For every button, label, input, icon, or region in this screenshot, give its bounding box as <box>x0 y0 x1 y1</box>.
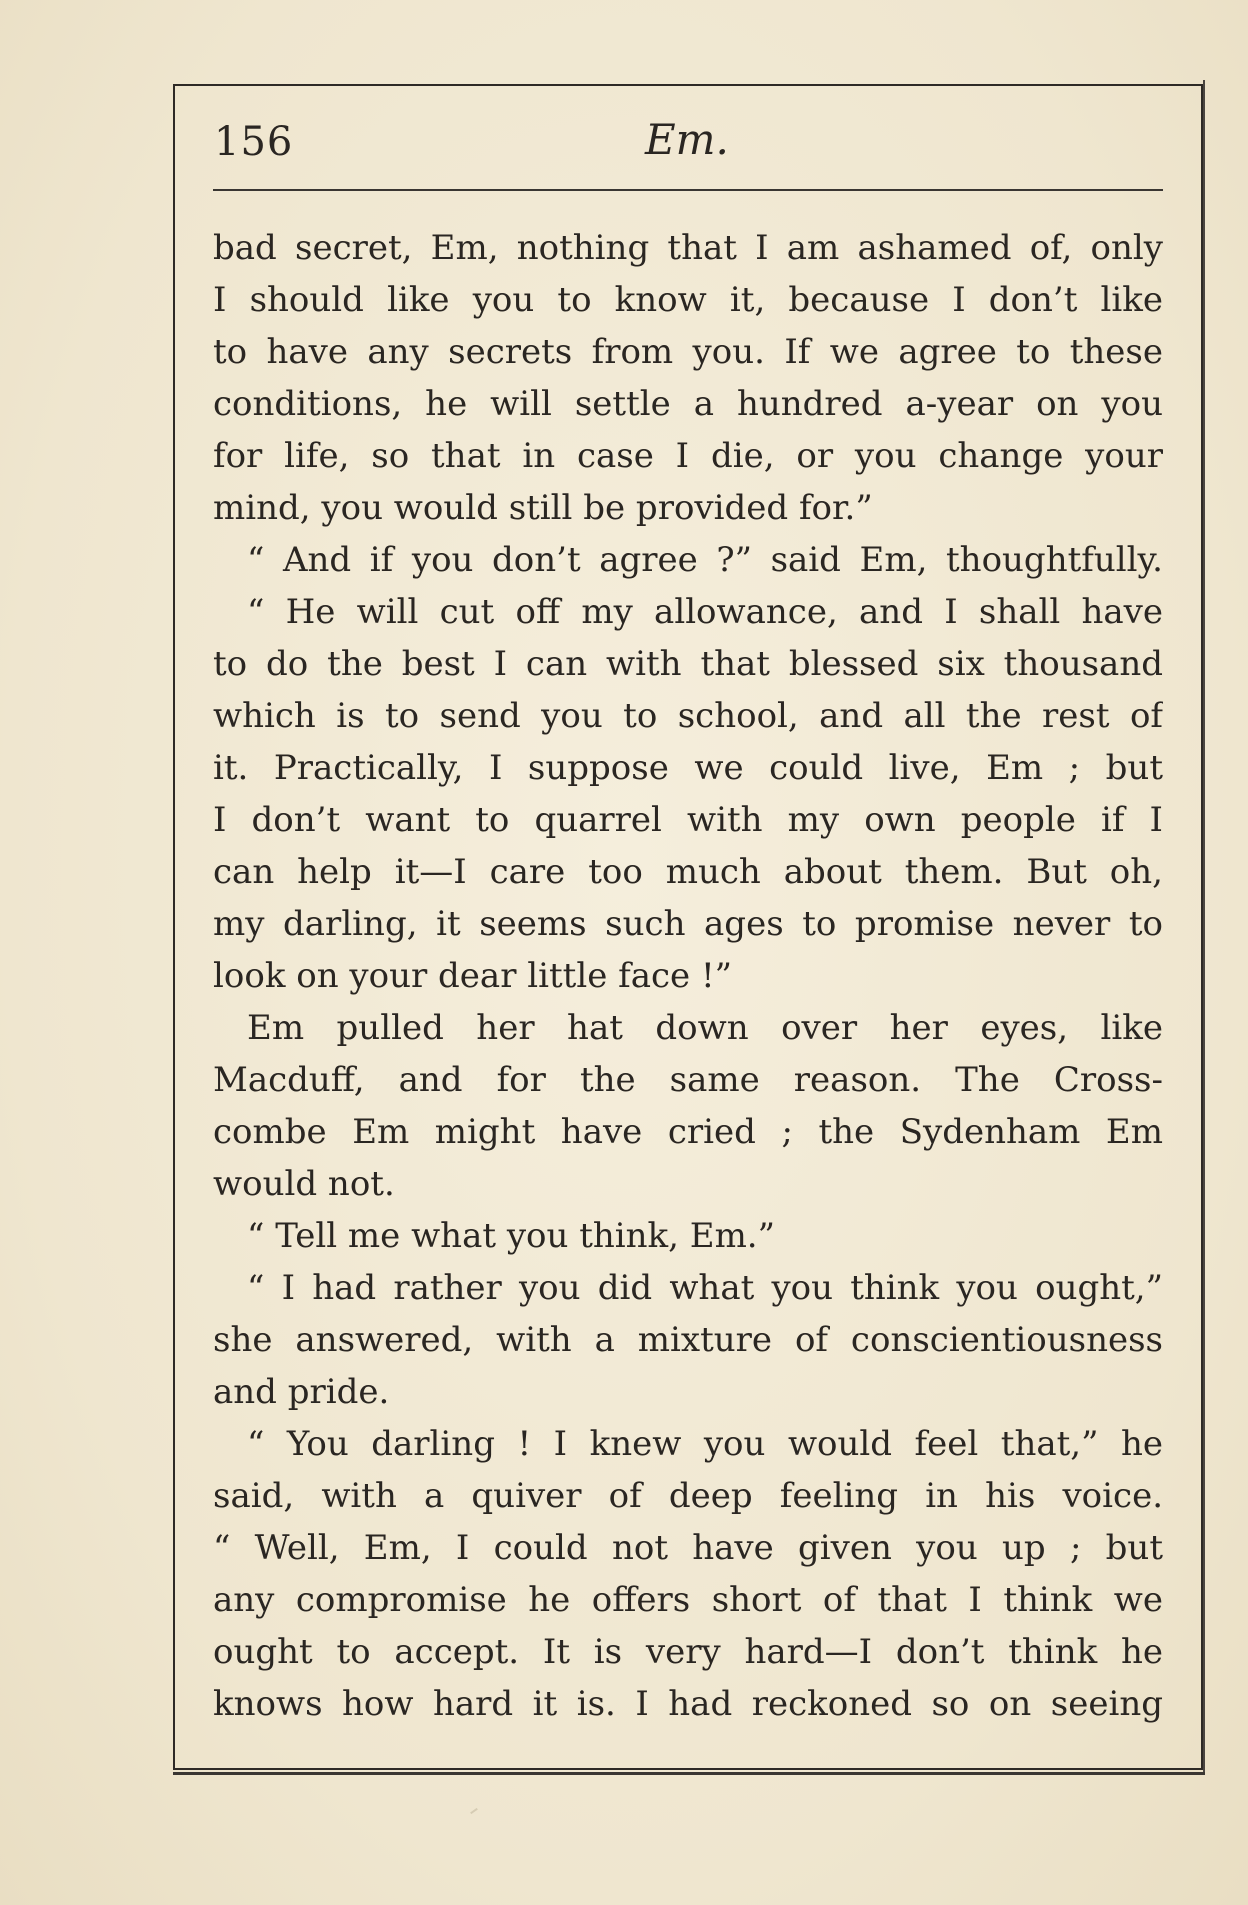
text-line: I should like you to know it, because I don’t like <box>213 280 1163 320</box>
text-line: Macduff, and for the same reason. The Cross- <box>213 1060 1163 1100</box>
text-line: can help it—I care too much about them. But oh, <box>213 852 1163 892</box>
text-line: “ You darling ! I knew you would feel that,” he <box>247 1424 1163 1464</box>
text-line: conditions, he will settle a hundred a-year on you <box>213 384 1163 424</box>
text-line: would not. <box>213 1164 395 1204</box>
text-line: mind, you would still be provided for.” <box>213 488 873 528</box>
page-border-bottom-edge <box>173 1772 1205 1775</box>
header-rule <box>213 189 1163 191</box>
text-line: “ Well, Em, I could not have given you up ; but <box>213 1528 1163 1568</box>
text-line: any compromise he offers short of that I think we <box>213 1580 1163 1620</box>
text-line: combe Em might have cried ; the Sydenham Em <box>213 1112 1163 1152</box>
text-line: “ Tell me what you think, Em.” <box>247 1216 775 1256</box>
text-line: for life, so that in case I die, or you change your <box>213 436 1163 476</box>
running-head: Em. <box>645 115 729 164</box>
paper-speck <box>470 1808 478 1814</box>
text-line: Em pulled her hat down over her eyes, like <box>247 1008 1163 1048</box>
text-line: she answered, with a mixture of conscientiousness <box>213 1320 1163 1360</box>
text-line: bad secret, Em, nothing that I am ashamed of, only <box>213 228 1163 268</box>
text-line: it. Practically, I suppose we could live, Em ; but <box>213 748 1163 788</box>
body-text <box>213 222 1163 1730</box>
text-line: said, with a quiver of deep feeling in his voice. <box>213 1476 1163 1516</box>
page-border-right-edge <box>1203 80 1205 1774</box>
text-line: my darling, it seems such ages to promise never to <box>213 904 1163 944</box>
text-line: knows how hard it is. I had reckoned so on seeing <box>213 1684 1163 1724</box>
text-line: ought to accept. It is very hard—I don’t think he <box>213 1632 1163 1672</box>
text-line: and pride. <box>213 1372 390 1412</box>
text-line: “ I had rather you did what you think you ought,” <box>247 1268 1163 1308</box>
text-line: “ And if you don’t agree ?” said Em, thoughtfully. <box>247 540 1163 580</box>
text-line: look on your dear little face !” <box>213 956 732 996</box>
text-line: which is to send you to school, and all the rest of <box>213 696 1163 736</box>
text-line: to do the best I can with that blessed six thousand <box>213 644 1163 684</box>
text-line: to have any secrets from you. If we agree to these <box>213 332 1163 372</box>
text-line: I don’t want to quarrel with my own people if I <box>213 800 1163 840</box>
page-number: 156 <box>214 119 294 165</box>
text-line: “ He will cut off my allowance, and I shall have <box>247 592 1163 632</box>
